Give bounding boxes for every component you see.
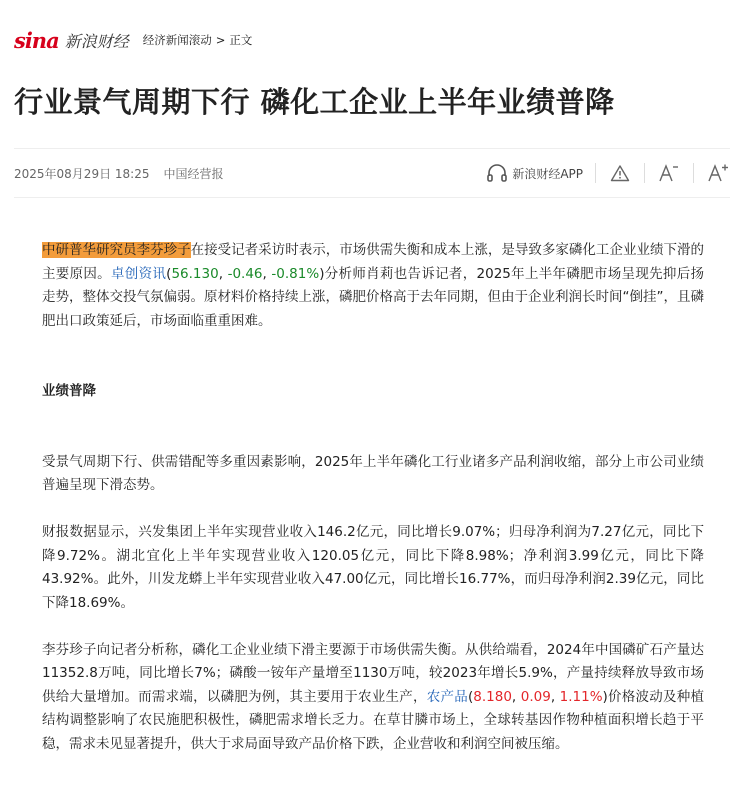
divider — [693, 163, 694, 183]
separator: , — [262, 265, 272, 282]
stock-price: 8.180 — [473, 688, 512, 705]
stock-change-percent: 1.11% — [559, 688, 603, 705]
section-subtitle: 业绩普降 — [42, 383, 96, 399]
article-source[interactable]: 中国经营报 — [163, 167, 224, 181]
paragraph-2: 受景气周期下行、供需错配等多重因素影响，2025年上半年磷化工行业诸多产品利润收缩，部分上市公司业绩普遍呈现下滑态势。 — [42, 453, 704, 493]
breadcrumb-separator: > — [215, 33, 226, 47]
stock-change: 0.09 — [520, 688, 551, 705]
font-decrease-icon — [658, 163, 680, 183]
article-meta-bar — [14, 148, 730, 198]
paren-open: ( — [467, 688, 474, 705]
paren-close: ) — [602, 688, 608, 705]
separator: , — [511, 688, 521, 705]
divider — [644, 163, 645, 183]
divider — [595, 163, 596, 183]
sina-finance-logo[interactable] — [14, 28, 129, 53]
article-title: 行业景气周期下行 磷化工企业上半年业绩普降 — [14, 85, 615, 119]
separator: , — [550, 688, 560, 705]
breadcrumb-item-news[interactable]: 经济新闻滚动 — [142, 33, 212, 47]
paragraph-text: 在接受记者采访时表示，市场供需失衡和成本上涨，是导致多家磷化工企业业绩下滑的主要原因。 — [42, 242, 705, 282]
separator: , — [218, 265, 228, 282]
breadcrumb — [143, 32, 253, 48]
paragraph-text: 李芬珍子向记者分析称，磷化工企业业绩下滑主要源于市场供需失衡。从供给端看，2024年中国磷矿石产量达11352.8万吨，同比增长7%；磷酸一铵年产量增至1130万吨，较2023年增长5.9%，产量持续释放导致市场供给大量增加。而需求端，以磷肥为例，其主要用于农业生产， — [42, 641, 704, 705]
headphones-icon — [486, 163, 508, 183]
paragraph-1 — [42, 239, 704, 333]
paragraph-3: 财报数据显示，兴发集团上半年实现营业收入146.2亿元，同比增长9.07%；归母净利润为7.27亿元，同比下降9.72%。湖北宜化上半年实现营业收入120.05亿元，同比下降8.98%；净利润3.99亿元，同比下降43.92%。此外，川发龙蟒上半年实现营业收入47.00亿元，同比增长16.77%，而归母净利润2.39亿元，同比下降18.69%。 — [42, 524, 704, 611]
paren-close: ) — [319, 265, 325, 282]
stock-link-agri[interactable]: 农产品 — [426, 688, 468, 705]
breadcrumb-item-current: 正文 — [229, 33, 253, 47]
stock-price: 56.130 — [171, 265, 219, 282]
highlighted-text: 中研普华研究员李芬珍子 — [42, 242, 191, 258]
report-button[interactable] — [608, 161, 632, 185]
font-decrease-button[interactable] — [657, 161, 681, 185]
site-header — [14, 26, 252, 54]
paragraph-4 — [42, 639, 704, 757]
paragraph-text: 价格波动及种植结构调整影响了农民施肥积极性，磷肥需求增长乏力。在草甘膦市场上，全球转基因作物种植面积增长趋于平稳，需求未见显著提升，供大于求局面导致产品价格下跌，企业营收和利润空间被压缩。 — [42, 688, 704, 752]
finance-logo-text: 新浪财经 — [64, 31, 129, 51]
stock-change: -0.46 — [227, 265, 263, 282]
publish-date: 2025年08月29日 18:25 — [14, 167, 150, 181]
article-body — [42, 239, 704, 756]
app-button-label: 新浪财经APP — [512, 166, 583, 181]
stock-link-zhuochuang[interactable]: 卓创资讯 — [110, 265, 167, 282]
paragraph-text: 分析师肖莉也告诉记者，2025年上半年磷肥市场呈现先抑后扬走势，整体交投气氛偏弱。原材料价格持续上涨，磷肥价格高于去年同期，但由于企业利润长时间“倒挂”，且磷肥出口政策延后，市场面临重重困难。 — [42, 265, 705, 329]
font-increase-icon — [707, 163, 729, 183]
sina-logo-text: sina — [14, 27, 59, 53]
paren-open: ( — [166, 265, 172, 282]
sina-app-button[interactable] — [486, 163, 583, 183]
font-increase-button[interactable] — [706, 161, 730, 185]
warning-icon — [610, 164, 630, 182]
stock-change-percent: -0.81% — [271, 265, 320, 282]
